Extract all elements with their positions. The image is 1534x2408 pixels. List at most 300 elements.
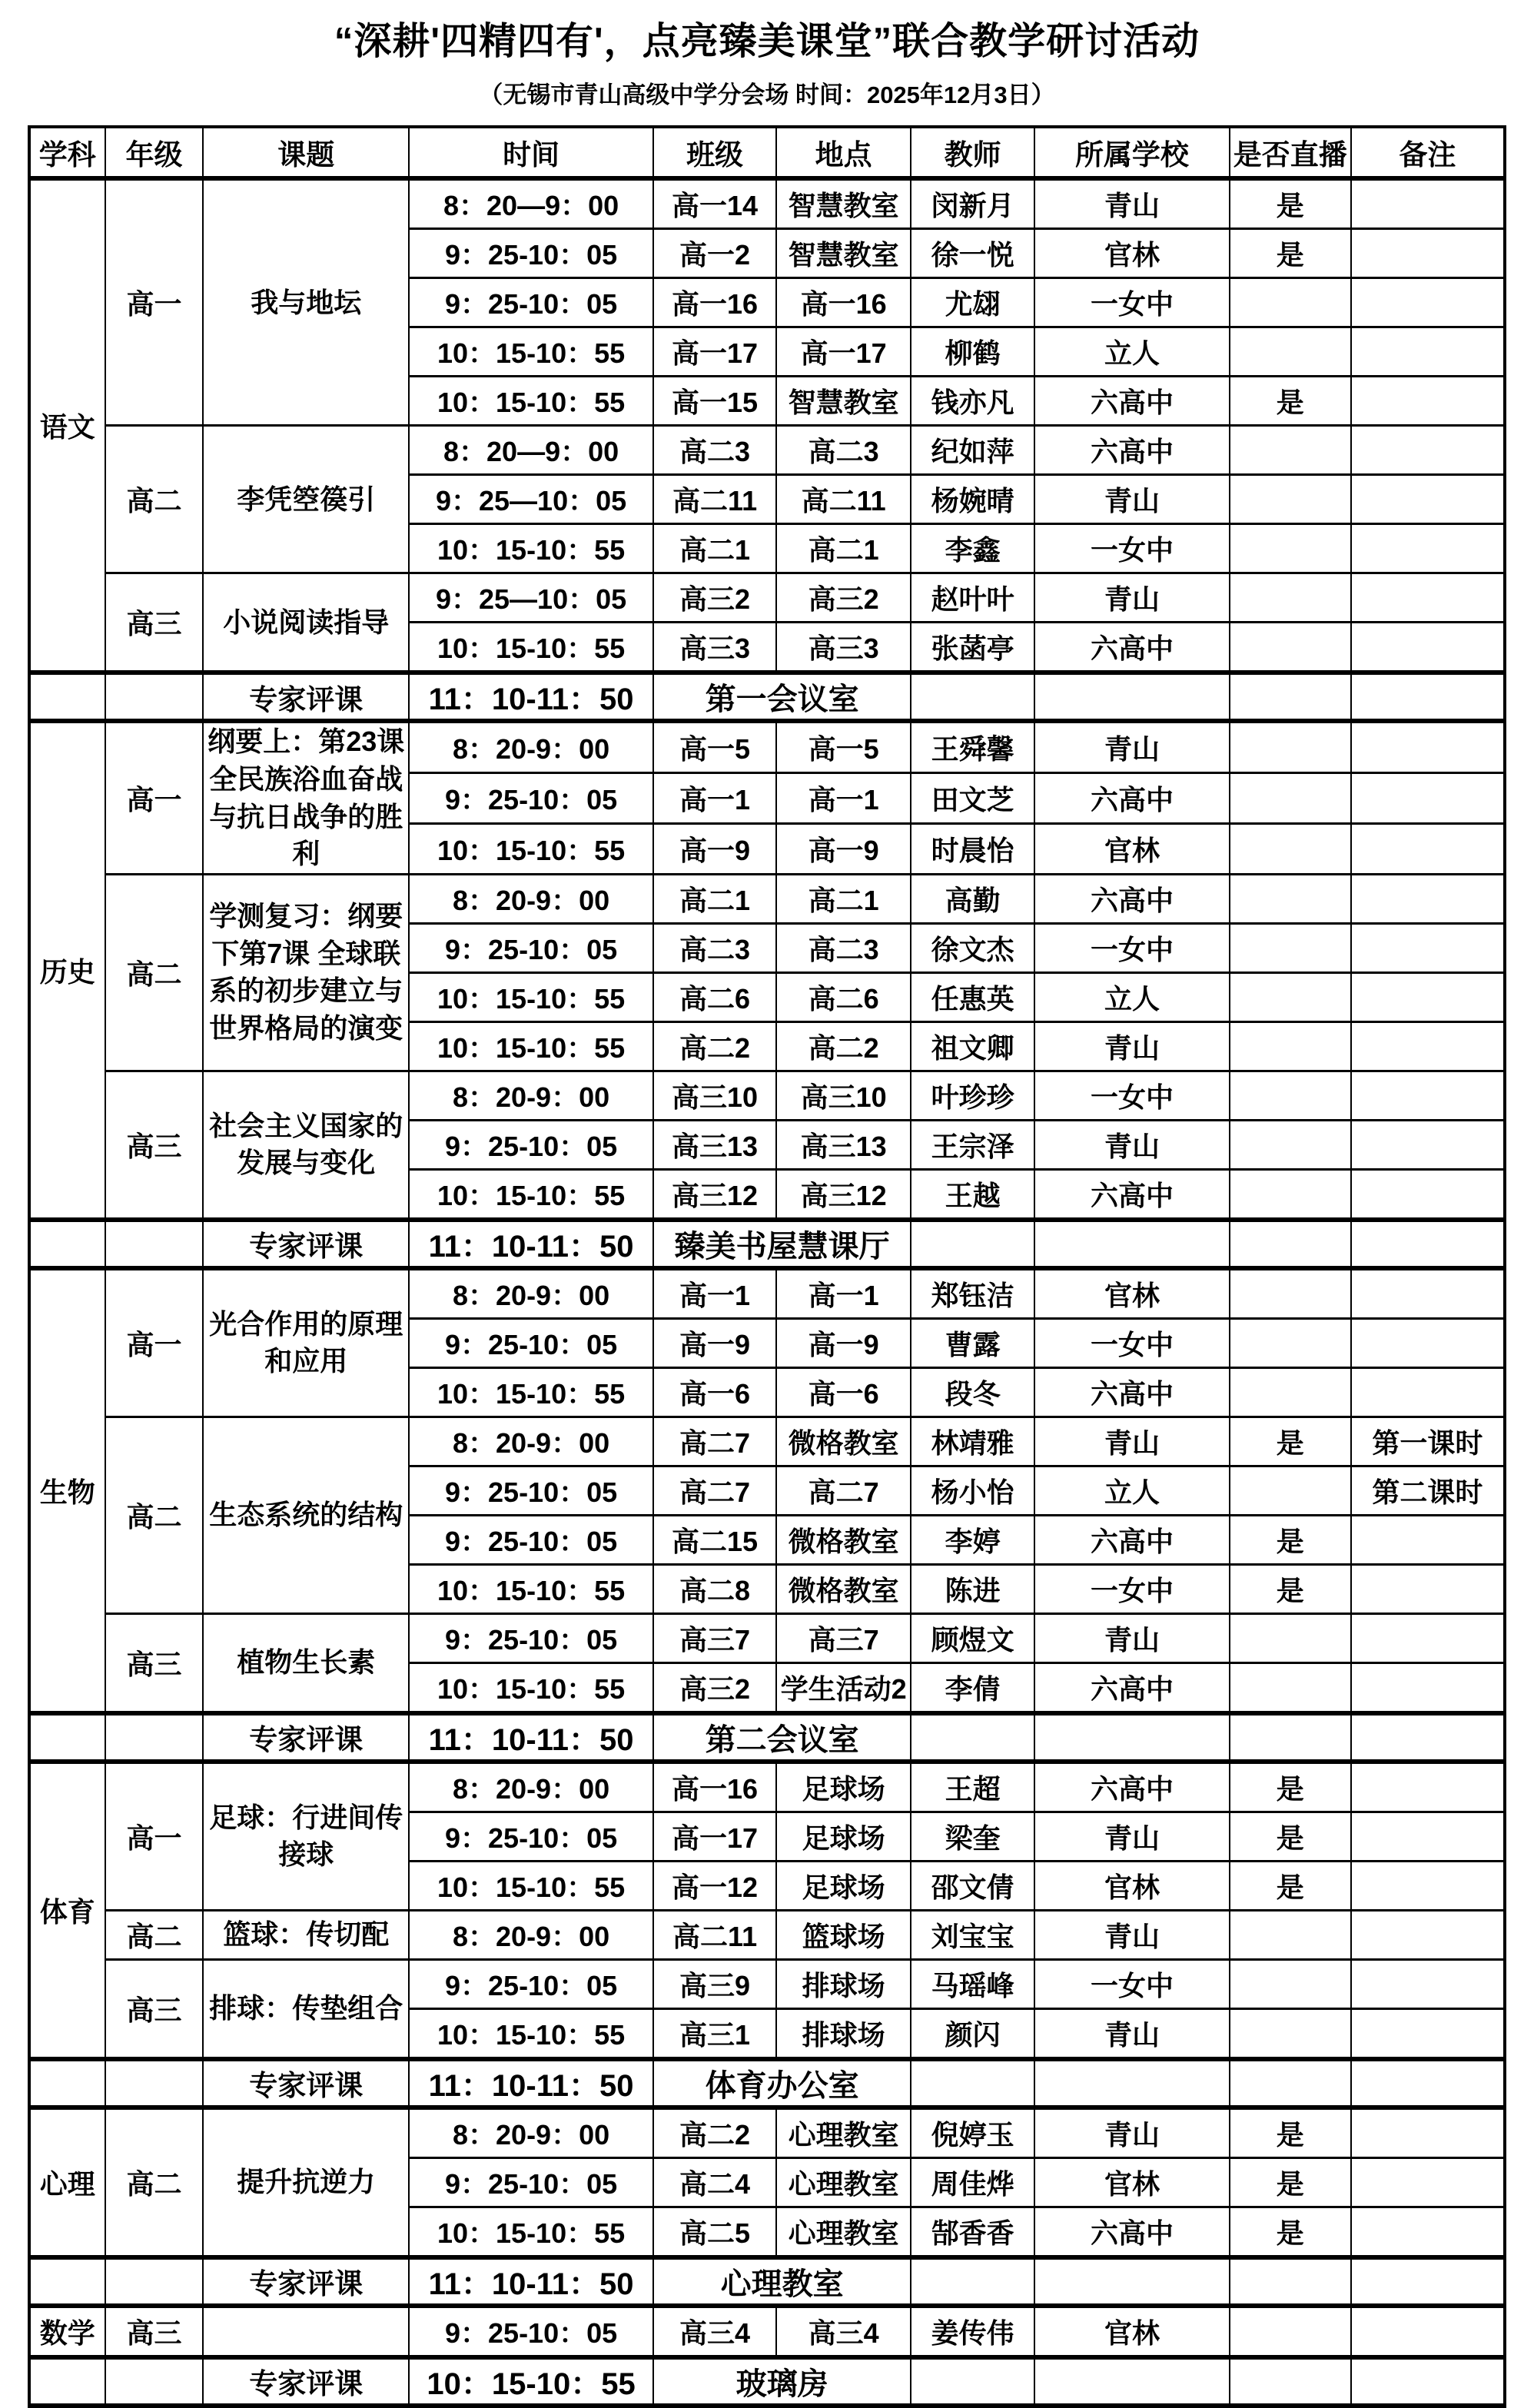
cell-class: 高三12 xyxy=(653,1169,776,1220)
cell-teacher: 王舜馨 xyxy=(911,721,1034,772)
cell-location: 高一6 xyxy=(776,1367,911,1417)
cell-location: 高三10 xyxy=(776,1071,911,1120)
cell-location: 高二11 xyxy=(776,475,911,524)
cell-live-empty xyxy=(1230,673,1351,721)
cell-school-empty xyxy=(1034,2257,1230,2306)
topic-text: 我与地坛 xyxy=(251,286,362,318)
cell-location: 足球场 xyxy=(776,1861,911,1910)
topic-text: 学测复习：纲要下第7课 全球联系的初步建立与世界格局的演变 xyxy=(209,900,403,1044)
cell-note xyxy=(1351,2306,1505,2357)
review-time-cell: 11：10-11：50 xyxy=(409,2059,653,2107)
cell-location: 排球场 xyxy=(776,2008,911,2059)
cell-note xyxy=(1351,1169,1505,1220)
cell-live: 是 xyxy=(1230,229,1351,278)
schedule-row xyxy=(29,1071,1505,1120)
cell-teacher: 杨婉晴 xyxy=(911,475,1034,524)
review-location-cell: 心理教室 xyxy=(653,2257,911,2306)
cell-location: 高三4 xyxy=(776,2306,911,2357)
cell-teacher: 杨小怡 xyxy=(911,1466,1034,1515)
cell-class: 高三10 xyxy=(653,1071,776,1120)
cell-location: 智慧教室 xyxy=(776,377,911,426)
cell-time: 10：15-10：55 xyxy=(409,2008,653,2059)
cell-time: 10：15-10：55 xyxy=(409,1169,653,1220)
cell-class: 高三2 xyxy=(653,1662,776,1713)
cell-school: 青山 xyxy=(1034,1613,1230,1662)
cell-school: 六高中 xyxy=(1034,1762,1230,1812)
cell-location: 高三7 xyxy=(776,1613,911,1662)
cell-note-empty xyxy=(1351,1713,1505,1762)
cell-teacher: 王越 xyxy=(911,1169,1034,1220)
cell-class: 高一1 xyxy=(653,773,776,824)
cell-live: 是 xyxy=(1230,2107,1351,2158)
cell-time: 10：15-10：55 xyxy=(409,377,653,426)
cell-school: 一女中 xyxy=(1034,1959,1230,2008)
cell-class: 高三4 xyxy=(653,2306,776,2357)
cell-teacher: 李鑫 xyxy=(911,524,1034,573)
cell-live xyxy=(1230,327,1351,377)
cell-location: 高一17 xyxy=(776,327,911,377)
cell-school: 官林 xyxy=(1034,823,1230,874)
cell-note xyxy=(1351,2008,1505,2059)
topic-text: 足球：行进间传接球 xyxy=(209,1801,403,1871)
cell-teacher: 颜闪 xyxy=(911,2008,1034,2059)
topic-text: 光合作用的原理和应用 xyxy=(209,1307,403,1377)
cell-topic xyxy=(203,721,409,874)
cell-note xyxy=(1351,1613,1505,1662)
cell-time: 9：25-10：05 xyxy=(409,2306,653,2357)
review-label-cell: 专家评课 xyxy=(203,2059,409,2107)
cell-live: 是 xyxy=(1230,1564,1351,1613)
cell-teacher: 曹露 xyxy=(911,1318,1034,1367)
cell-class: 高一17 xyxy=(653,1812,776,1861)
schedule-row xyxy=(29,2107,1505,2158)
cell-teacher: 任惠英 xyxy=(911,972,1034,1021)
cell-live xyxy=(1230,475,1351,524)
header-subject: 学科 xyxy=(29,127,105,178)
cell-grade-empty xyxy=(105,2059,204,2107)
cell-time: 8：20—9：00 xyxy=(409,426,653,475)
cell-school: 一女中 xyxy=(1034,524,1230,573)
review-location-cell: 玻璃房 xyxy=(653,2357,911,2406)
header-live: 是否直播 xyxy=(1230,127,1351,178)
cell-note xyxy=(1351,1910,1505,1959)
cell-time: 10：15-10：55 xyxy=(409,1861,653,1910)
cell-grade-empty xyxy=(105,1713,204,1762)
cell-school: 官林 xyxy=(1034,2157,1230,2207)
review-label-cell: 专家评课 xyxy=(203,2257,409,2306)
cell-location: 篮球场 xyxy=(776,1910,911,1959)
cell-teacher-empty xyxy=(911,1713,1034,1762)
cell-time: 9：25-10：05 xyxy=(409,1959,653,2008)
cell-location: 高一9 xyxy=(776,1318,911,1367)
cell-class: 高二15 xyxy=(653,1515,776,1564)
cell-grade-empty xyxy=(105,2357,204,2406)
cell-note xyxy=(1351,1071,1505,1120)
cell-location: 学生活动2 xyxy=(776,1662,911,1713)
cell-note: 第二课时 xyxy=(1351,1466,1505,1515)
cell-live xyxy=(1230,1169,1351,1220)
cell-live xyxy=(1230,2008,1351,2059)
cell-grade: 高二 xyxy=(105,2107,204,2257)
cell-school: 青山 xyxy=(1034,1417,1230,1466)
cell-grade: 高二 xyxy=(105,874,204,1071)
cell-time: 9：25-10：05 xyxy=(409,2157,653,2207)
cell-live xyxy=(1230,1021,1351,1071)
cell-class: 高一17 xyxy=(653,327,776,377)
cell-class: 高三7 xyxy=(653,1613,776,1662)
cell-teacher: 祖文卿 xyxy=(911,1021,1034,1071)
cell-subject: 数学 xyxy=(29,2306,105,2357)
cell-school: 青山 xyxy=(1034,2008,1230,2059)
cell-note xyxy=(1351,229,1505,278)
cell-grade-empty xyxy=(105,1220,204,1268)
cell-time: 9：25-10：05 xyxy=(409,1613,653,1662)
cell-teacher: 张菡亭 xyxy=(911,623,1034,673)
cell-location: 高二7 xyxy=(776,1466,911,1515)
cell-topic xyxy=(203,1910,409,1959)
cell-live xyxy=(1230,1367,1351,1417)
cell-live xyxy=(1230,623,1351,673)
topic-text: 提升抗逆力 xyxy=(237,2165,376,2197)
cell-time: 8：20—9：00 xyxy=(409,178,653,229)
expert-review-row xyxy=(29,1220,1505,1268)
cell-location: 高二3 xyxy=(776,426,911,475)
topic-text: 篮球：传切配 xyxy=(223,1918,390,1950)
cell-note xyxy=(1351,1564,1505,1613)
cell-topic xyxy=(203,573,409,673)
cell-teacher: 钱亦凡 xyxy=(911,377,1034,426)
cell-live xyxy=(1230,1613,1351,1662)
cell-class: 高三3 xyxy=(653,623,776,673)
cell-school: 青山 xyxy=(1034,1021,1230,1071)
cell-live-empty xyxy=(1230,1220,1351,1268)
cell-school: 一女中 xyxy=(1034,1564,1230,1613)
cell-school: 六高中 xyxy=(1034,874,1230,923)
cell-location: 微格教室 xyxy=(776,1417,911,1466)
review-time-cell: 11：10-11：50 xyxy=(409,673,653,721)
cell-location: 高一16 xyxy=(776,278,911,327)
cell-school: 六高中 xyxy=(1034,377,1230,426)
cell-time: 10：15-10：55 xyxy=(409,1021,653,1071)
cell-class: 高三9 xyxy=(653,1959,776,2008)
cell-class: 高二11 xyxy=(653,475,776,524)
cell-school: 六高中 xyxy=(1034,426,1230,475)
cell-class: 高二1 xyxy=(653,524,776,573)
cell-note xyxy=(1351,2207,1505,2257)
cell-live: 是 xyxy=(1230,1515,1351,1564)
cell-note-empty xyxy=(1351,2059,1505,2107)
cell-subject-empty xyxy=(29,2257,105,2306)
cell-note xyxy=(1351,1959,1505,2008)
cell-class: 高二11 xyxy=(653,1910,776,1959)
cell-live xyxy=(1230,773,1351,824)
cell-location: 微格教室 xyxy=(776,1515,911,1564)
schedule-row xyxy=(29,573,1505,623)
cell-topic xyxy=(203,2107,409,2257)
header-note: 备注 xyxy=(1351,127,1505,178)
cell-class: 高二7 xyxy=(653,1466,776,1515)
cell-teacher-empty xyxy=(911,1220,1034,1268)
cell-school-empty xyxy=(1034,673,1230,721)
review-location-cell: 第一会议室 xyxy=(653,673,911,721)
cell-note xyxy=(1351,1367,1505,1417)
cell-teacher-empty xyxy=(911,2257,1034,2306)
cell-time: 8：20-9：00 xyxy=(409,1910,653,1959)
cell-class: 高二7 xyxy=(653,1417,776,1466)
cell-class: 高二2 xyxy=(653,1021,776,1071)
cell-note xyxy=(1351,1268,1505,1319)
cell-location: 足球场 xyxy=(776,1762,911,1812)
cell-time: 10：15-10：55 xyxy=(409,972,653,1021)
cell-time: 9：25-10：05 xyxy=(409,1318,653,1367)
schedule-row xyxy=(29,178,1505,229)
cell-note xyxy=(1351,573,1505,623)
cell-school: 六高中 xyxy=(1034,1169,1230,1220)
cell-note xyxy=(1351,178,1505,229)
cell-teacher: 李婷 xyxy=(911,1515,1034,1564)
cell-time: 10：15-10：55 xyxy=(409,524,653,573)
cell-class: 高二1 xyxy=(653,874,776,923)
schedule-row xyxy=(29,1910,1505,1959)
cell-class: 高二6 xyxy=(653,972,776,1021)
cell-time: 8：20-9：00 xyxy=(409,1762,653,1812)
cell-location: 心理教室 xyxy=(776,2207,911,2257)
cell-school-empty xyxy=(1034,2059,1230,2107)
cell-note xyxy=(1351,721,1505,772)
cell-location: 足球场 xyxy=(776,1812,911,1861)
cell-teacher: 柳鹤 xyxy=(911,327,1034,377)
cell-class: 高一6 xyxy=(653,1367,776,1417)
cell-location: 高三13 xyxy=(776,1120,911,1169)
cell-note xyxy=(1351,1515,1505,1564)
cell-class: 高二3 xyxy=(653,426,776,475)
cell-subject: 历史 xyxy=(29,721,105,1219)
cell-live: 是 xyxy=(1230,1812,1351,1861)
cell-teacher: 陈进 xyxy=(911,1564,1034,1613)
cell-class: 高一14 xyxy=(653,178,776,229)
cell-time: 9：25—10：05 xyxy=(409,573,653,623)
cell-class: 高二3 xyxy=(653,923,776,972)
review-location-cell: 臻美书屋慧课厅 xyxy=(653,1220,911,1268)
cell-teacher-empty xyxy=(911,2059,1034,2107)
cell-note xyxy=(1351,923,1505,972)
cell-location: 排球场 xyxy=(776,1959,911,2008)
cell-time: 10：15-10：55 xyxy=(409,1564,653,1613)
cell-live xyxy=(1230,1910,1351,1959)
cell-grade-empty xyxy=(105,673,204,721)
review-label-cell: 专家评课 xyxy=(203,673,409,721)
cell-live: 是 xyxy=(1230,1861,1351,1910)
cell-school: 六高中 xyxy=(1034,1662,1230,1713)
cell-school: 六高中 xyxy=(1034,1367,1230,1417)
cell-school: 青山 xyxy=(1034,475,1230,524)
schedule-row xyxy=(29,426,1505,475)
cell-note xyxy=(1351,1120,1505,1169)
cell-time: 8：20-9：00 xyxy=(409,1268,653,1319)
cell-school: 一女中 xyxy=(1034,1318,1230,1367)
header-school: 所属学校 xyxy=(1034,127,1230,178)
cell-school: 青山 xyxy=(1034,1910,1230,1959)
review-label-cell: 专家评课 xyxy=(203,2357,409,2406)
cell-note xyxy=(1351,2157,1505,2207)
cell-note xyxy=(1351,823,1505,874)
cell-time: 10：15-10：55 xyxy=(409,623,653,673)
cell-live xyxy=(1230,278,1351,327)
cell-note xyxy=(1351,475,1505,524)
cell-school: 六高中 xyxy=(1034,773,1230,824)
cell-subject-empty xyxy=(29,1713,105,1762)
review-time-cell: 11：10-11：50 xyxy=(409,1713,653,1762)
cell-time: 8：20-9：00 xyxy=(409,721,653,772)
cell-class: 高三2 xyxy=(653,573,776,623)
cell-live-empty xyxy=(1230,2257,1351,2306)
cell-class: 高一9 xyxy=(653,1318,776,1367)
cell-school: 一女中 xyxy=(1034,1071,1230,1120)
cell-live: 是 xyxy=(1230,1762,1351,1812)
page-title: “深耕'四精四有'，点亮臻美课堂”联合教学研讨活动 xyxy=(334,21,1200,62)
schedule-row xyxy=(29,1959,1505,2008)
cell-time: 8：20-9：00 xyxy=(409,1417,653,1466)
cell-class: 高二4 xyxy=(653,2157,776,2207)
header-teacher: 教师 xyxy=(911,127,1034,178)
cell-live xyxy=(1230,1959,1351,2008)
cell-live xyxy=(1230,721,1351,772)
cell-school: 立人 xyxy=(1034,327,1230,377)
cell-live: 是 xyxy=(1230,377,1351,426)
expert-review-row xyxy=(29,2357,1505,2406)
header-class: 班级 xyxy=(653,127,776,178)
cell-grade: 高一 xyxy=(105,178,204,426)
cell-live xyxy=(1230,874,1351,923)
cell-live xyxy=(1230,923,1351,972)
cell-teacher-empty xyxy=(911,673,1034,721)
topic-text: 社会主义国家的发展与变化 xyxy=(209,1109,403,1179)
cell-live xyxy=(1230,426,1351,475)
expert-review-row xyxy=(29,2257,1505,2306)
cell-location: 高一1 xyxy=(776,773,911,824)
cell-time: 10：15-10：55 xyxy=(409,1367,653,1417)
cell-live xyxy=(1230,573,1351,623)
cell-time: 8：20-9：00 xyxy=(409,874,653,923)
cell-grade: 高一 xyxy=(105,721,204,874)
cell-class: 高一9 xyxy=(653,823,776,874)
cell-topic xyxy=(203,2306,409,2357)
cell-time: 9：25-10：05 xyxy=(409,1515,653,1564)
cell-class: 高一15 xyxy=(653,377,776,426)
cell-grade: 高一 xyxy=(105,1762,204,1911)
cell-school: 青山 xyxy=(1034,2107,1230,2158)
cell-class: 高一16 xyxy=(653,278,776,327)
header-time: 时间 xyxy=(409,127,653,178)
expert-review-row xyxy=(29,1713,1505,1762)
cell-time: 9：25-10：05 xyxy=(409,229,653,278)
cell-live xyxy=(1230,1268,1351,1319)
cell-grade: 高二 xyxy=(105,1910,204,1959)
cell-teacher: 李倩 xyxy=(911,1662,1034,1713)
schedule-row xyxy=(29,1417,1505,1466)
cell-school-empty xyxy=(1034,1220,1230,1268)
cell-grade: 高一 xyxy=(105,1268,204,1417)
cell-note-empty xyxy=(1351,2357,1505,2406)
cell-grade: 高二 xyxy=(105,426,204,573)
cell-note xyxy=(1351,1762,1505,1812)
cell-note xyxy=(1351,327,1505,377)
cell-teacher: 尤翃 xyxy=(911,278,1034,327)
topic-text: 生态系统的结构 xyxy=(209,1498,403,1530)
cell-note-empty xyxy=(1351,673,1505,721)
review-label-cell: 专家评课 xyxy=(203,1713,409,1762)
cell-school: 官林 xyxy=(1034,2306,1230,2357)
cell-school-empty xyxy=(1034,2357,1230,2406)
cell-teacher: 马瑶峰 xyxy=(911,1959,1034,2008)
cell-school: 青山 xyxy=(1034,1812,1230,1861)
cell-teacher: 闵新月 xyxy=(911,178,1034,229)
cell-school: 官林 xyxy=(1034,229,1230,278)
cell-note xyxy=(1351,1861,1505,1910)
cell-subject-empty xyxy=(29,1220,105,1268)
cell-school: 六高中 xyxy=(1034,623,1230,673)
cell-subject: 体育 xyxy=(29,1762,105,2059)
cell-live xyxy=(1230,1071,1351,1120)
schedule-row xyxy=(29,721,1505,772)
cell-time: 8：20-9：00 xyxy=(409,1071,653,1120)
cell-location: 高三3 xyxy=(776,623,911,673)
cell-time: 9：25-10：05 xyxy=(409,773,653,824)
cell-teacher: 时晨怡 xyxy=(911,823,1034,874)
table-body xyxy=(29,178,1505,2405)
review-time-cell: 11：10-11：50 xyxy=(409,1220,653,1268)
cell-live: 是 xyxy=(1230,178,1351,229)
cell-live xyxy=(1230,1318,1351,1367)
cell-school: 青山 xyxy=(1034,178,1230,229)
cell-teacher: 郜香香 xyxy=(911,2207,1034,2257)
cell-note xyxy=(1351,2107,1505,2158)
cell-teacher: 梁奎 xyxy=(911,1812,1034,1861)
cell-time: 9：25-10：05 xyxy=(409,1812,653,1861)
cell-live xyxy=(1230,1466,1351,1515)
cell-teacher: 王超 xyxy=(911,1762,1034,1812)
cell-location: 高一1 xyxy=(776,1268,911,1319)
cell-note xyxy=(1351,773,1505,824)
cell-teacher: 纪如萍 xyxy=(911,426,1034,475)
cell-grade: 高三 xyxy=(105,1959,204,2059)
cell-location: 智慧教室 xyxy=(776,178,911,229)
expert-review-row xyxy=(29,673,1505,721)
cell-subject: 生物 xyxy=(29,1268,105,1713)
cell-topic xyxy=(203,1762,409,1911)
review-time-cell: 10：15-10：55 xyxy=(409,2357,653,2406)
cell-school: 六高中 xyxy=(1034,2207,1230,2257)
table-header xyxy=(29,127,1505,178)
cell-note xyxy=(1351,1021,1505,1071)
cell-note xyxy=(1351,1318,1505,1367)
header-topic: 课题 xyxy=(203,127,409,178)
cell-class: 高二2 xyxy=(653,2107,776,2158)
cell-live: 是 xyxy=(1230,2157,1351,2207)
topic-text: 小说阅读指导 xyxy=(223,606,390,638)
cell-location: 高三2 xyxy=(776,573,911,623)
cell-teacher: 姜传伟 xyxy=(911,2306,1034,2357)
cell-school: 一女中 xyxy=(1034,923,1230,972)
expert-review-row xyxy=(29,2059,1505,2107)
cell-class: 高一12 xyxy=(653,1861,776,1910)
cell-live xyxy=(1230,1662,1351,1713)
cell-teacher: 倪婷玉 xyxy=(911,2107,1034,2158)
cell-location: 高二1 xyxy=(776,874,911,923)
cell-time: 9：25-10：05 xyxy=(409,1466,653,1515)
cell-topic xyxy=(203,426,409,573)
cell-location: 高三12 xyxy=(776,1169,911,1220)
